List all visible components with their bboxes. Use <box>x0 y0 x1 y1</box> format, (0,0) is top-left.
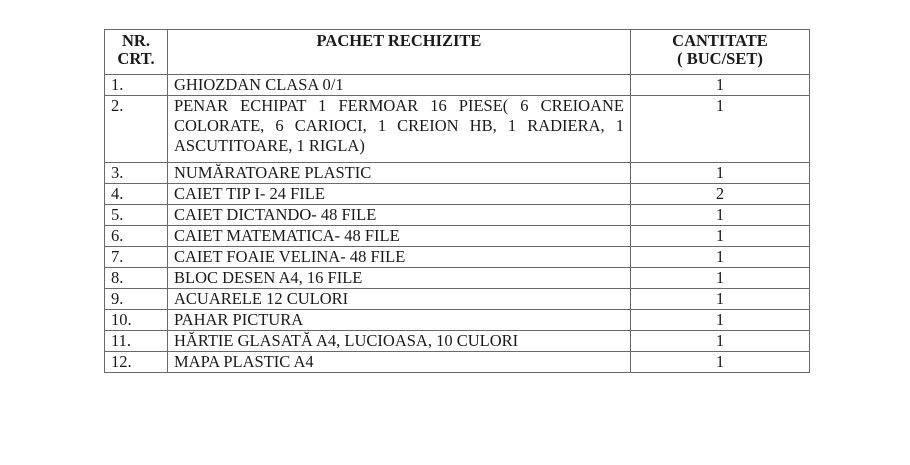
table-row <box>105 352 810 373</box>
row-quantity: 1 <box>631 352 810 373</box>
row-item: CAIET FOAIE VELINA- 48 FILE <box>168 247 631 268</box>
row-number: 6. <box>105 226 168 247</box>
table-body <box>105 75 810 373</box>
row-item: ACUARELE 12 CULORI <box>168 289 631 310</box>
row-number: 2. <box>105 96 168 163</box>
row-item: HĂRTIE GLASATĂ A4, LUCIOASA, 10 CULORI <box>168 331 631 352</box>
row-quantity: 1 <box>631 226 810 247</box>
row-quantity: 1 <box>631 331 810 352</box>
table-row <box>105 331 810 352</box>
table-row <box>105 75 810 96</box>
row-number: 3. <box>105 163 168 184</box>
table-row <box>105 96 810 163</box>
table-row <box>105 226 810 247</box>
row-item: GHIOZDAN CLASA 0/1 <box>168 75 631 96</box>
row-number: 5. <box>105 205 168 226</box>
row-item: PENAR ECHIPAT 1 FERMOAR 16 PIESE( 6 CREIOANE COLORATE, 6 CARIOCI, 1 CREION HB, 1 RADIERA, 1 ASCUTITOARE, 1 RIGLA) <box>168 96 631 163</box>
row-quantity: 2 <box>631 184 810 205</box>
row-quantity: 1 <box>631 75 810 96</box>
table-header <box>105 30 810 75</box>
row-number: 7. <box>105 247 168 268</box>
row-number: 10. <box>105 310 168 331</box>
header-nr-crt <box>105 30 168 75</box>
header-quantity <box>631 30 810 75</box>
row-number: 8. <box>105 268 168 289</box>
row-item: BLOC DESEN A4, 16 FILE <box>168 268 631 289</box>
table-row <box>105 289 810 310</box>
row-item: NUMĂRATOARE PLASTIC <box>168 163 631 184</box>
supplies-table <box>104 29 810 373</box>
header-quantity-label: CANTITATE <box>672 31 768 50</box>
row-number: 12. <box>105 352 168 373</box>
row-quantity: 1 <box>631 163 810 184</box>
row-item: MAPA PLASTIC A4 <box>168 352 631 373</box>
row-number: 1. <box>105 75 168 96</box>
table-row <box>105 163 810 184</box>
header-nr-label: NR. <box>122 31 150 50</box>
row-quantity: 1 <box>631 289 810 310</box>
row-item: PAHAR PICTURA <box>168 310 631 331</box>
row-quantity: 1 <box>631 268 810 289</box>
row-quantity: 1 <box>631 96 810 163</box>
table-row <box>105 247 810 268</box>
header-package <box>168 30 631 75</box>
row-quantity: 1 <box>631 310 810 331</box>
row-number: 11. <box>105 331 168 352</box>
row-quantity: 1 <box>631 205 810 226</box>
table-row <box>105 184 810 205</box>
row-item: CAIET TIP I- 24 FILE <box>168 184 631 205</box>
header-crt-label: CRT. <box>117 49 155 68</box>
row-quantity: 1 <box>631 247 810 268</box>
row-number: 9. <box>105 289 168 310</box>
row-item: CAIET DICTANDO- 48 FILE <box>168 205 631 226</box>
header-quantity-unit: ( BUC/SET) <box>677 49 763 68</box>
row-item: CAIET MATEMATICA- 48 FILE <box>168 226 631 247</box>
row-number: 4. <box>105 184 168 205</box>
header-package-label: PACHET RECHIZITE <box>316 31 482 50</box>
table-row <box>105 268 810 289</box>
header-row <box>105 30 810 75</box>
table-row <box>105 205 810 226</box>
table-row <box>105 310 810 331</box>
